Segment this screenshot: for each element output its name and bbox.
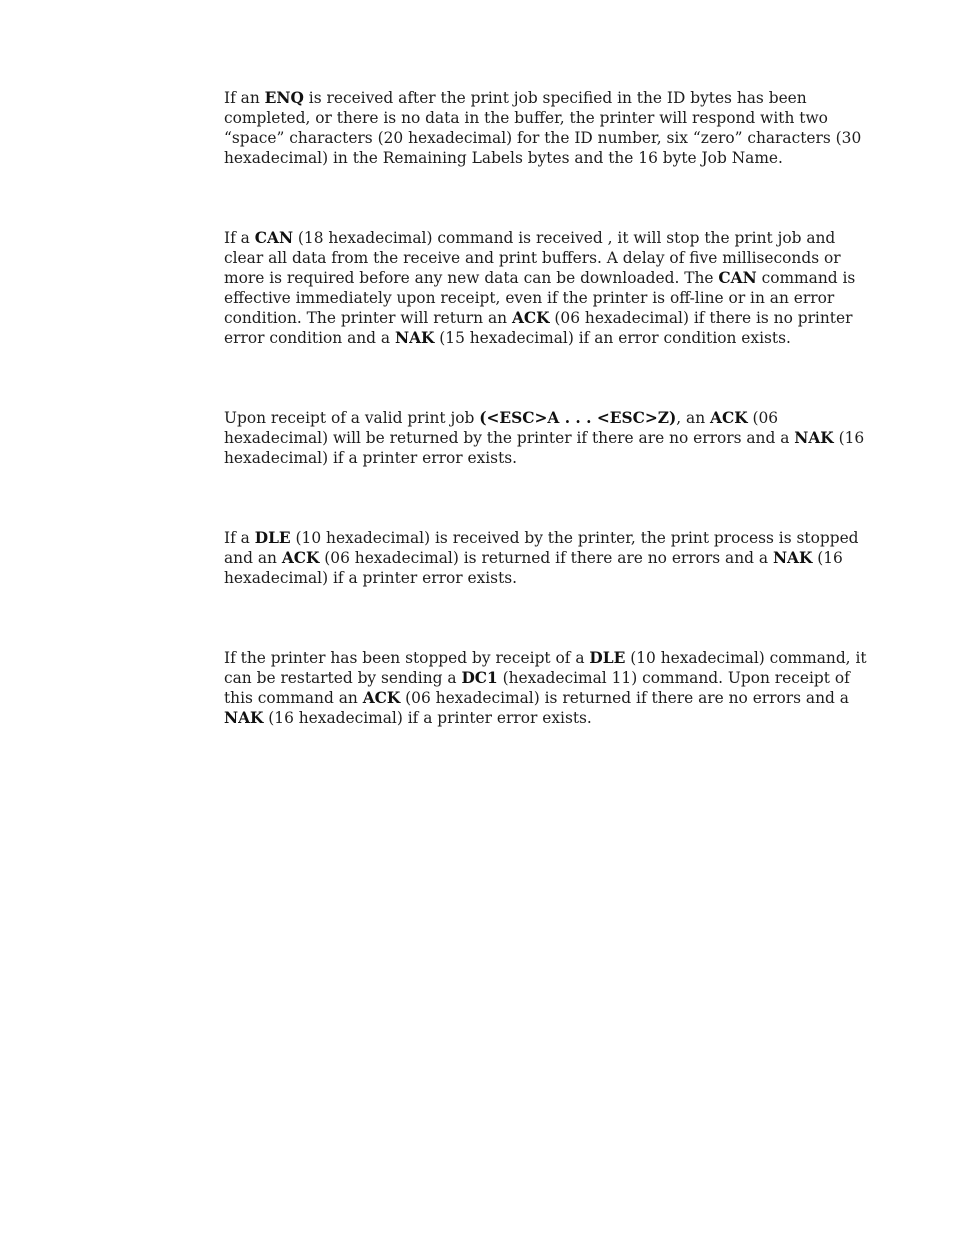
command-nak: NAK — [395, 329, 435, 347]
text-segment: If a — [224, 229, 255, 247]
command-dle: DLE — [254, 529, 291, 547]
text-segment: (15 hexadecimal) if an error condition exists. — [434, 329, 791, 347]
text-segment: (10 hexadecimal) command, it can be restarted by sending a — [224, 649, 867, 687]
text-segment: (18 hexadecimal) command is received , it will stop the print job and clear all data from the receive and print buffers. A delay of five milliseconds or more is required before any new data can be downloaded. The — [224, 229, 841, 287]
paragraph-can — [224, 228, 868, 348]
command-dc1: DC1 — [461, 669, 498, 687]
text-segment: (06 hexadecimal) is returned if there are no errors and a — [319, 549, 773, 567]
command-can: CAN — [718, 269, 757, 287]
paragraph-dc1 — [224, 648, 868, 728]
text-segment: command is effective immediately upon receipt, even if the printer is off-line or in an error condition. The printer will return an — [224, 269, 856, 327]
text-segment: (hexadecimal 11) command. Upon receipt of this command an — [224, 669, 850, 707]
paragraph-enq — [224, 88, 868, 168]
command-ack: ACK — [281, 549, 320, 567]
text-segment: , an — [676, 409, 711, 427]
text-segment: If the printer has been stopped by receipt of a — [224, 649, 590, 667]
command-enq: ENQ — [264, 89, 304, 107]
command-nak: NAK — [794, 429, 834, 447]
paragraph-print-job — [224, 408, 868, 468]
command-ack: ACK — [511, 309, 550, 327]
command-can: CAN — [254, 229, 294, 247]
document-page — [224, 88, 868, 728]
command-dle: DLE — [589, 649, 626, 667]
command-nak: NAK — [224, 709, 264, 727]
command-esc-sequence: (<ESC>A . . . <ESC>Z) — [479, 409, 677, 427]
text-segment: (16 hexadecimal) if a printer error exists. — [224, 549, 843, 587]
text-segment: (06 hexadecimal) will be returned by the printer if there are no errors and a — [224, 409, 795, 447]
text-segment: (06 hexadecimal) is returned if there are no errors and a — [400, 689, 849, 707]
text-segment: If a — [224, 529, 255, 547]
text-segment: Upon receipt of a valid print job — [224, 409, 480, 427]
text-segment: If an — [224, 89, 265, 107]
text-segment: (16 hexadecimal) if a printer error exists. — [263, 709, 592, 727]
command-nak: NAK — [772, 549, 813, 567]
text-segment: (06 hexadecimal) if there is no printer error condition and a — [224, 309, 853, 347]
text-segment: (10 hexadecimal) is received by the printer, the print process is stopped and an — [224, 529, 859, 567]
command-ack: ACK — [362, 689, 401, 707]
text-segment: (16 hexadecimal) if a printer error exists. — [224, 429, 865, 467]
text-segment: is received after the print job specified in the ID bytes has been completed, or there is no data in the buffer, the printer will respond with two “space” characters (20 hexadecimal) for the ID number, six “zero” characters (30 hexadecimal) in the Remaining Labels bytes and the 16 byte Job Name. — [224, 89, 862, 167]
paragraph-dle — [224, 528, 868, 588]
command-ack: ACK — [710, 409, 748, 427]
